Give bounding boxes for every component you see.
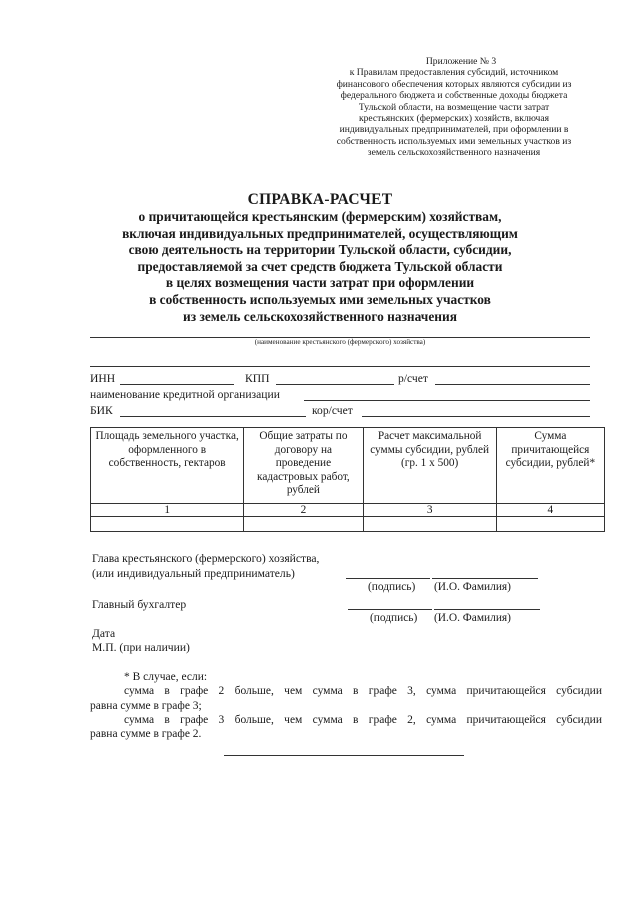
- bik-corr-row: [90, 404, 600, 419]
- head-of-farm-label: [92, 552, 319, 581]
- inn-kpp-account-row: [90, 372, 600, 387]
- table-header-cell: Расчет максимальной суммы субсидии, рублей (гр. 1 x 500): [363, 428, 496, 504]
- bank-name-row: [90, 388, 600, 403]
- document-title-line: в собственность используемых ими земельных участков: [149, 291, 491, 307]
- appendix-title: Приложение № 3: [425, 56, 497, 67]
- end-of-document-rule: [224, 755, 464, 756]
- appendix-line: крестьянских (фермерских) хозяйств, включая: [358, 113, 550, 125]
- accountant-name-field[interactable]: [434, 609, 540, 610]
- appendix-line: собственность используемых ими земельных участков из: [336, 135, 572, 147]
- head-name-caption: (И.О. Фамилия): [434, 581, 511, 593]
- column-number: 3: [363, 504, 496, 517]
- table-header-cell: Сумма причитающейся субсидии, рублей*: [496, 428, 604, 504]
- table-header-cell: Площадь земельного участка, оформленного в собственность, гектаров: [91, 428, 244, 504]
- head-signature-caption: (подпись): [368, 581, 416, 593]
- head-of-farm-line2: (или индивидуальный предприниматель): [92, 566, 295, 580]
- corr-account-label: кор/счет: [312, 404, 353, 417]
- footnote-intro: * В случае, если:: [124, 671, 208, 683]
- appendix-line: федерального бюджета и собственные доходы бюджета: [340, 90, 568, 102]
- appendix-line: к Правилам предоставления субсидий, источником: [349, 67, 559, 79]
- table-cell-area[interactable]: [91, 517, 244, 532]
- table-cell-max-subsidy[interactable]: [363, 517, 496, 532]
- appendix-line: финансового обеспечения которых являются субсидии из: [336, 78, 572, 90]
- account-label: р/счет: [398, 372, 428, 385]
- footnote-case1-line2: равна сумме в графе 3;: [90, 699, 202, 712]
- column-number: 4: [496, 504, 604, 517]
- appendix-line: Тульской области, на возмещение части затрат: [358, 101, 550, 113]
- bik-label: БИК: [90, 404, 113, 417]
- head-signature-field[interactable]: [346, 578, 430, 579]
- footnote-case2-line2: равна сумме в графе 2.: [90, 728, 202, 741]
- footnote-case1-line1: сумма в графе 2 больше, чем сумма в графе 3, сумма причитающейся субсидии: [124, 685, 602, 698]
- table-row: [91, 517, 605, 532]
- footnote: [90, 670, 602, 741]
- document-title-line: включая индивидуальных предпринимателей, осуществляющим: [122, 225, 518, 241]
- kpp-label: КПП: [245, 372, 270, 385]
- bik-field[interactable]: [120, 416, 306, 417]
- document-title-line: о причитающейся крестьянским (фермерским) хозяйствам,: [138, 209, 502, 224]
- head-name-field[interactable]: [432, 578, 538, 579]
- corr-account-field[interactable]: [362, 416, 590, 417]
- document-title-line: в целях возмещения части затрат при оформлении: [165, 275, 475, 291]
- chief-accountant-label: Главный бухгалтер: [92, 598, 187, 611]
- document-title-main: СПРАВКА-РАСЧЕТ: [247, 191, 393, 208]
- inn-label: ИНН: [90, 372, 116, 385]
- document-title-line: из земель сельскохозяйственного назначения: [183, 308, 457, 324]
- account-field[interactable]: [435, 384, 590, 385]
- farm-name-caption: (наименование крестьянского (фермерского) хозяйства): [254, 338, 426, 346]
- column-number: 2: [244, 504, 363, 517]
- column-number: 1: [91, 504, 244, 517]
- date-label: Дата: [92, 627, 116, 640]
- table-header-cell: Общие затраты по договору на проведение кадастровых работ, рублей: [244, 428, 363, 504]
- bank-name-label: наименование кредитной организации: [90, 388, 280, 401]
- accountant-signature-field[interactable]: [348, 609, 432, 610]
- document-title-line: свою деятельность на территории Тульской области, субсидии,: [128, 242, 512, 258]
- table-header-row: [91, 428, 605, 504]
- bank-name-field[interactable]: [304, 400, 590, 401]
- inn-field[interactable]: [120, 384, 234, 385]
- stamp-label: М.П. (при наличии): [92, 641, 190, 654]
- accountant-name-caption: (И.О. Фамилия): [434, 612, 511, 624]
- kpp-field[interactable]: [276, 384, 394, 385]
- table-cell-subsidy-due[interactable]: [496, 517, 604, 532]
- document-title-line: предоставляемой за счет средств бюджета Тульской области: [137, 258, 503, 274]
- footnote-case2-line1: сумма в графе 3 больше, чем сумма в графе 2, сумма причитающейся субсидии: [124, 713, 602, 726]
- accountant-signature-caption: (подпись): [370, 612, 418, 624]
- appendix-reference: [318, 56, 590, 159]
- calculation-table: [90, 427, 605, 532]
- head-of-farm-line1: Глава крестьянского (фермерского) хозяйства,: [92, 552, 320, 565]
- table-column-numbers-row: [91, 504, 605, 517]
- appendix-line: земель сельскохозяйственного назначения: [367, 147, 541, 159]
- appendix-line: индивидуальных предпринимателей, при оформлении в: [339, 124, 569, 136]
- farm-name-extra-line[interactable]: [90, 366, 590, 367]
- document-title: [40, 190, 600, 325]
- table-cell-costs[interactable]: [244, 517, 363, 532]
